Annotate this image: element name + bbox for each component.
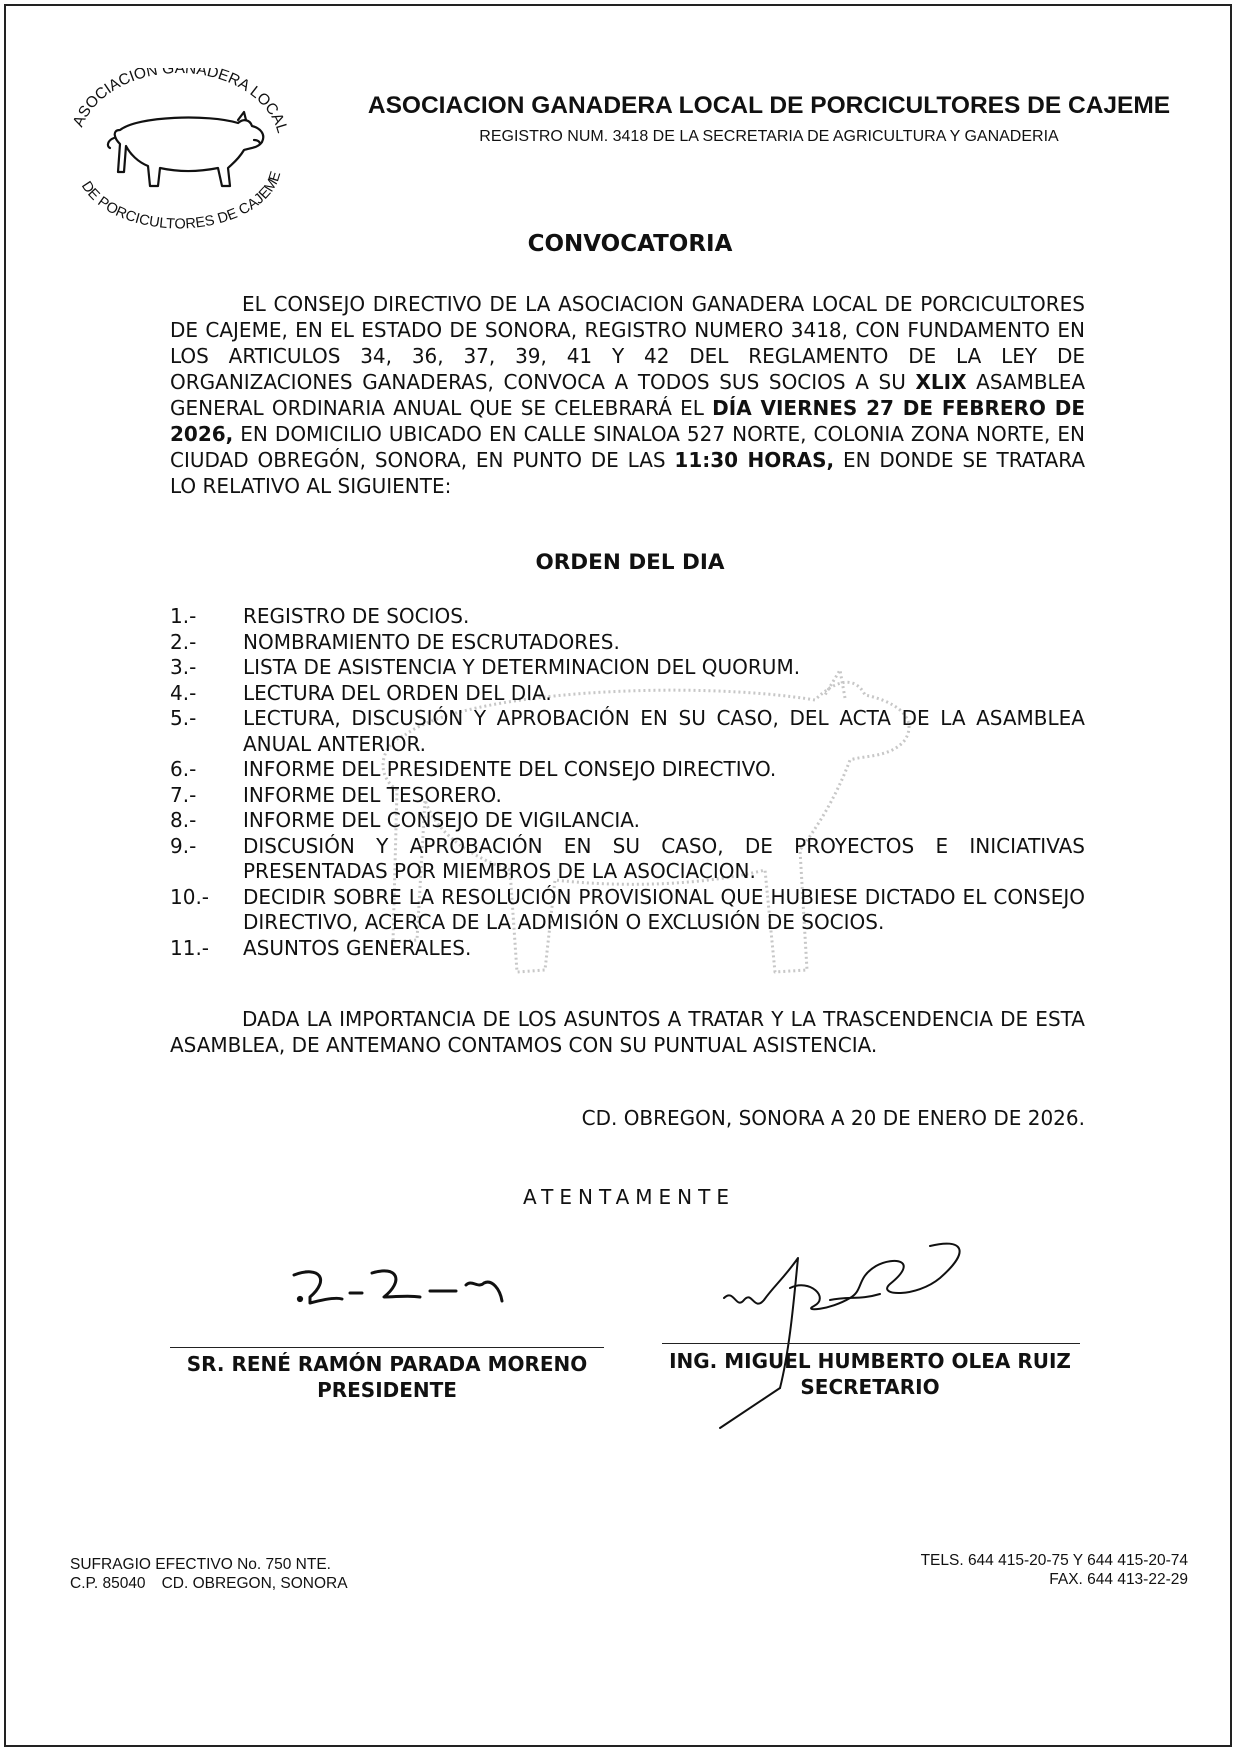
item-text: ASUNTOS GENERALES. — [243, 935, 472, 960]
list-item — [170, 604, 1085, 630]
convocation-paragraph — [170, 291, 1085, 499]
paragraph-text-2: ASAMBLEA GENERAL ORDINARIA ANUAL QUE SE CELEBRARÁ EL — [170, 370, 1086, 420]
svg-text:ASOCIACION GANADERA LOCAL — [70, 68, 291, 135]
president-name: SR. RENÉ RAMÓN PARADA MORENO — [186, 1352, 588, 1376]
paragraph-text-1: EL CONSEJO DIRECTIVO DE LA ASOCIACION GANADERA LOCAL DE PORCICULTORES DE CAJEME, EN EL ESTADO DE SONORA, REGISTRO NUMERO 3418, CON FUNDAMENTO EN LOS ARTICULOS 34, 36, 37, 39, 41 Y 42 DEL REGLAMENTO DE LA LEY DE ORGANIZACIONES GANADERAS, CONVOCA A TODOS SUS SOCIOS A SU — [170, 292, 1085, 394]
association-logo — [68, 68, 292, 238]
list-item — [170, 757, 1085, 783]
item-number: 6.- — [170, 757, 197, 781]
list-item — [170, 936, 1085, 962]
list-item — [170, 808, 1085, 834]
item-number: 2.- — [170, 629, 197, 654]
item-number: 5.- — [170, 706, 197, 730]
item-text: LISTA DE ASISTENCIA Y DETERMINACION DEL QUORUM. — [243, 655, 801, 679]
signature-line-president — [170, 1347, 604, 1348]
secretary-signature — [680, 1238, 980, 1438]
place-and-date: CD. OBREGON, SONORA A 20 DE ENERO DE 2026. — [581, 1106, 1085, 1130]
item-text: LECTURA, DISCUSIÓN Y APROBACIÓN EN SU CASO, DEL ACTA DE LA ASAMBLEA ANUAL ANTERIOR. — [243, 706, 1085, 756]
list-item — [170, 681, 1085, 707]
signature-line-secretary — [662, 1343, 1080, 1344]
item-number: 11.- — [170, 935, 210, 960]
agenda-list — [170, 604, 1085, 961]
list-item — [170, 834, 1085, 885]
item-text: INFORME DEL CONSEJO DE VIGILANCIA. — [243, 808, 640, 832]
item-number: 8.- — [170, 808, 197, 832]
paragraph-text-3: EN DOMICILIO UBICADO EN CALLE SINALOA 527 NORTE, COLONIA ZONA NORTE, EN CIUDAD OBREGÓN, SONORA, EN PUNTO DE LAS — [170, 422, 1085, 472]
president-block — [170, 1351, 604, 1403]
item-number: 9.- — [170, 833, 197, 858]
assembly-date: DÍA VIERNES 27 DE FEBRERO DE 2026, — [170, 396, 1086, 446]
president-role: PRESIDENTE — [317, 1378, 457, 1402]
postal-code: C.P. 85040 — [70, 1575, 146, 1592]
phone-numbers: TELS. 644 415-20-75 Y 644 415-20-74 — [920, 1552, 1188, 1569]
assembly-time: 11:30 HORAS, — [674, 448, 835, 472]
item-text: DECIDIR SOBRE LA RESOLUCIÓN PROVISIONAL QUE HUBIESE DICTADO EL CONSEJO DIRECTIVO, ACERCA DE LA ADMISIÓN O EXCLUSIÓN DE SOCIOS. — [243, 884, 1085, 934]
list-item — [170, 655, 1085, 681]
address-city: CD. OBREGON, SONORA — [161, 1575, 348, 1592]
paragraph-text-4: EN DONDE SE TRATARA LO RELATIVO AL SIGUIENTE: — [170, 448, 1086, 498]
registration-line: REGISTRO NUM. 3418 DE LA SECRETARIA DE AGRICULTURA Y GANADERIA — [479, 128, 1059, 145]
item-number: 7.- — [170, 782, 197, 807]
president-signature — [280, 1255, 540, 1325]
svg-text:DE PORCICULTORES DE CAJEME — [78, 169, 284, 232]
item-text: DISCUSIÓN Y APROBACIÓN EN SU CASO, DE PROYECTOS E INICIATIVAS PRESENTADAS POR MIEMBROS DE LA ASOCIACION. — [243, 833, 1085, 883]
logo-bottom-text: DE PORCICULTORES DE CAJEME — [77, 169, 285, 233]
item-number: 4.- — [170, 680, 197, 705]
address-street: SUFRAGIO EFECTIVO No. 750 NTE. — [70, 1556, 331, 1573]
assembly-number: XLIX — [915, 370, 967, 394]
item-text: INFORME DEL PRESIDENTE DEL CONSEJO DIRECTIVO. — [243, 757, 777, 781]
secretary-name: ING. MIGUEL HUMBERTO OLEA RUIZ — [669, 1349, 1071, 1373]
item-text: LECTURA DEL ORDEN DEL DIA. — [243, 680, 552, 705]
list-item — [170, 706, 1085, 757]
item-text: NOMBRAMIENTO DE ESCRUTADORES. — [243, 629, 620, 654]
item-text: REGISTRO DE SOCIOS. — [243, 604, 470, 628]
closing-paragraph — [170, 1006, 1085, 1058]
footer-address — [70, 1555, 348, 1593]
closing-text: DADA LA IMPORTANCIA DE LOS ASUNTOS A TRATAR Y LA TRASCENDENCIA DE ESTA ASAMBLEA, DE ANTEMANO CONTAMOS CON SU PUNTUAL ASISTENCIA. — [170, 1007, 1085, 1057]
fax-number: FAX. 644 413-22-29 — [1049, 1571, 1188, 1588]
logo-top-text: ASOCIACION GANADERA LOCAL — [69, 68, 291, 136]
pig-icon — [68, 68, 292, 238]
footer-contact — [921, 1551, 1188, 1589]
organization-name: ASOCIACION GANADERA LOCAL DE PORCICULTORES DE CAJEME — [367, 92, 1171, 119]
item-text: INFORME DEL TESORERO. — [243, 782, 502, 807]
secretary-block — [650, 1348, 1090, 1400]
list-item — [170, 630, 1085, 656]
item-number: 10.- — [170, 884, 210, 909]
list-item — [170, 885, 1085, 936]
list-item — [170, 783, 1085, 809]
item-number: 1.- — [170, 604, 197, 628]
item-number: 3.- — [170, 655, 197, 679]
document-title: CONVOCATORIA — [527, 231, 733, 257]
valediction: ATENTAMENTE — [523, 1185, 735, 1209]
agenda-title: ORDEN DEL DIA — [535, 550, 725, 575]
secretary-role: SECRETARIO — [800, 1375, 940, 1399]
